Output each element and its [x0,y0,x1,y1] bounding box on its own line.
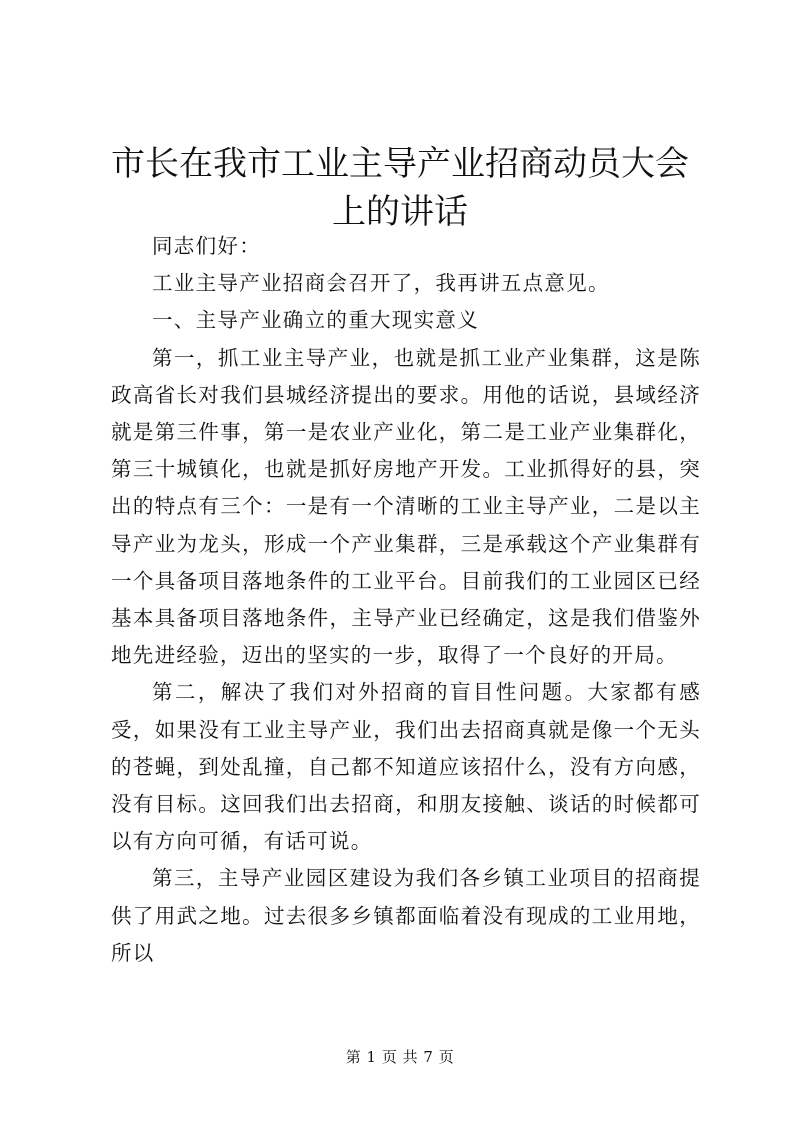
section-heading: 一、主导产业确立的重大现实意义 [152,308,479,333]
body-paragraph-first: 第一，抓工业主导产业，也就是抓工业产业集群，这是陈政高省长对我们县城经济提出的要求。用他的话说，县域经济就是第三件事，第一是农业产业化，第二是工业产业集群化，第三十城镇化，也就是抓好房地产开发。工业抓得好的县，突出的特点有三个：一是有一个清晰的工业主导产业，二是以主导产业为龙头，形成一个产业集群，三是承载这个产业集群有一个具备项目落地条件的工业平台。目前我们的工业园区已经基本具备项目落地条件，主导产业已经确定，这是我们借鉴外地先进经验，迈出的坚实的一步，取得了一个良好的开局。 [111,345,701,668]
body-paragraph-second: 第二，解决了我们对外招商的盲目性问题。大家都有感受，如果没有工业主导产业，我们出去招商真就是像一个无头的苍蝇，到处乱撞，自己都不知道应该招什么，没有方向感，没有目标。这回我们出去招商，和朋友接触、谈话的时候都可以有方向可循，有话可说。 [111,680,701,854]
page-number-footer: 第 1 页 共 7 页 [345,1048,455,1066]
intro-paragraph: 工业主导产业招商会召开了，我再讲五点意见。 [152,271,610,296]
greeting-paragraph: 同志们好： [152,234,261,258]
document-title: 市长在我市工业主导产业招商动员大会上的讲话 [111,144,689,232]
document-body [111,228,701,972]
body-paragraph-third: 第三，主导产业园区建设为我们各乡镇工业项目的招商提供了用武之地。过去很多乡镇都面临着没有现成的工业用地，所以 [111,866,701,965]
